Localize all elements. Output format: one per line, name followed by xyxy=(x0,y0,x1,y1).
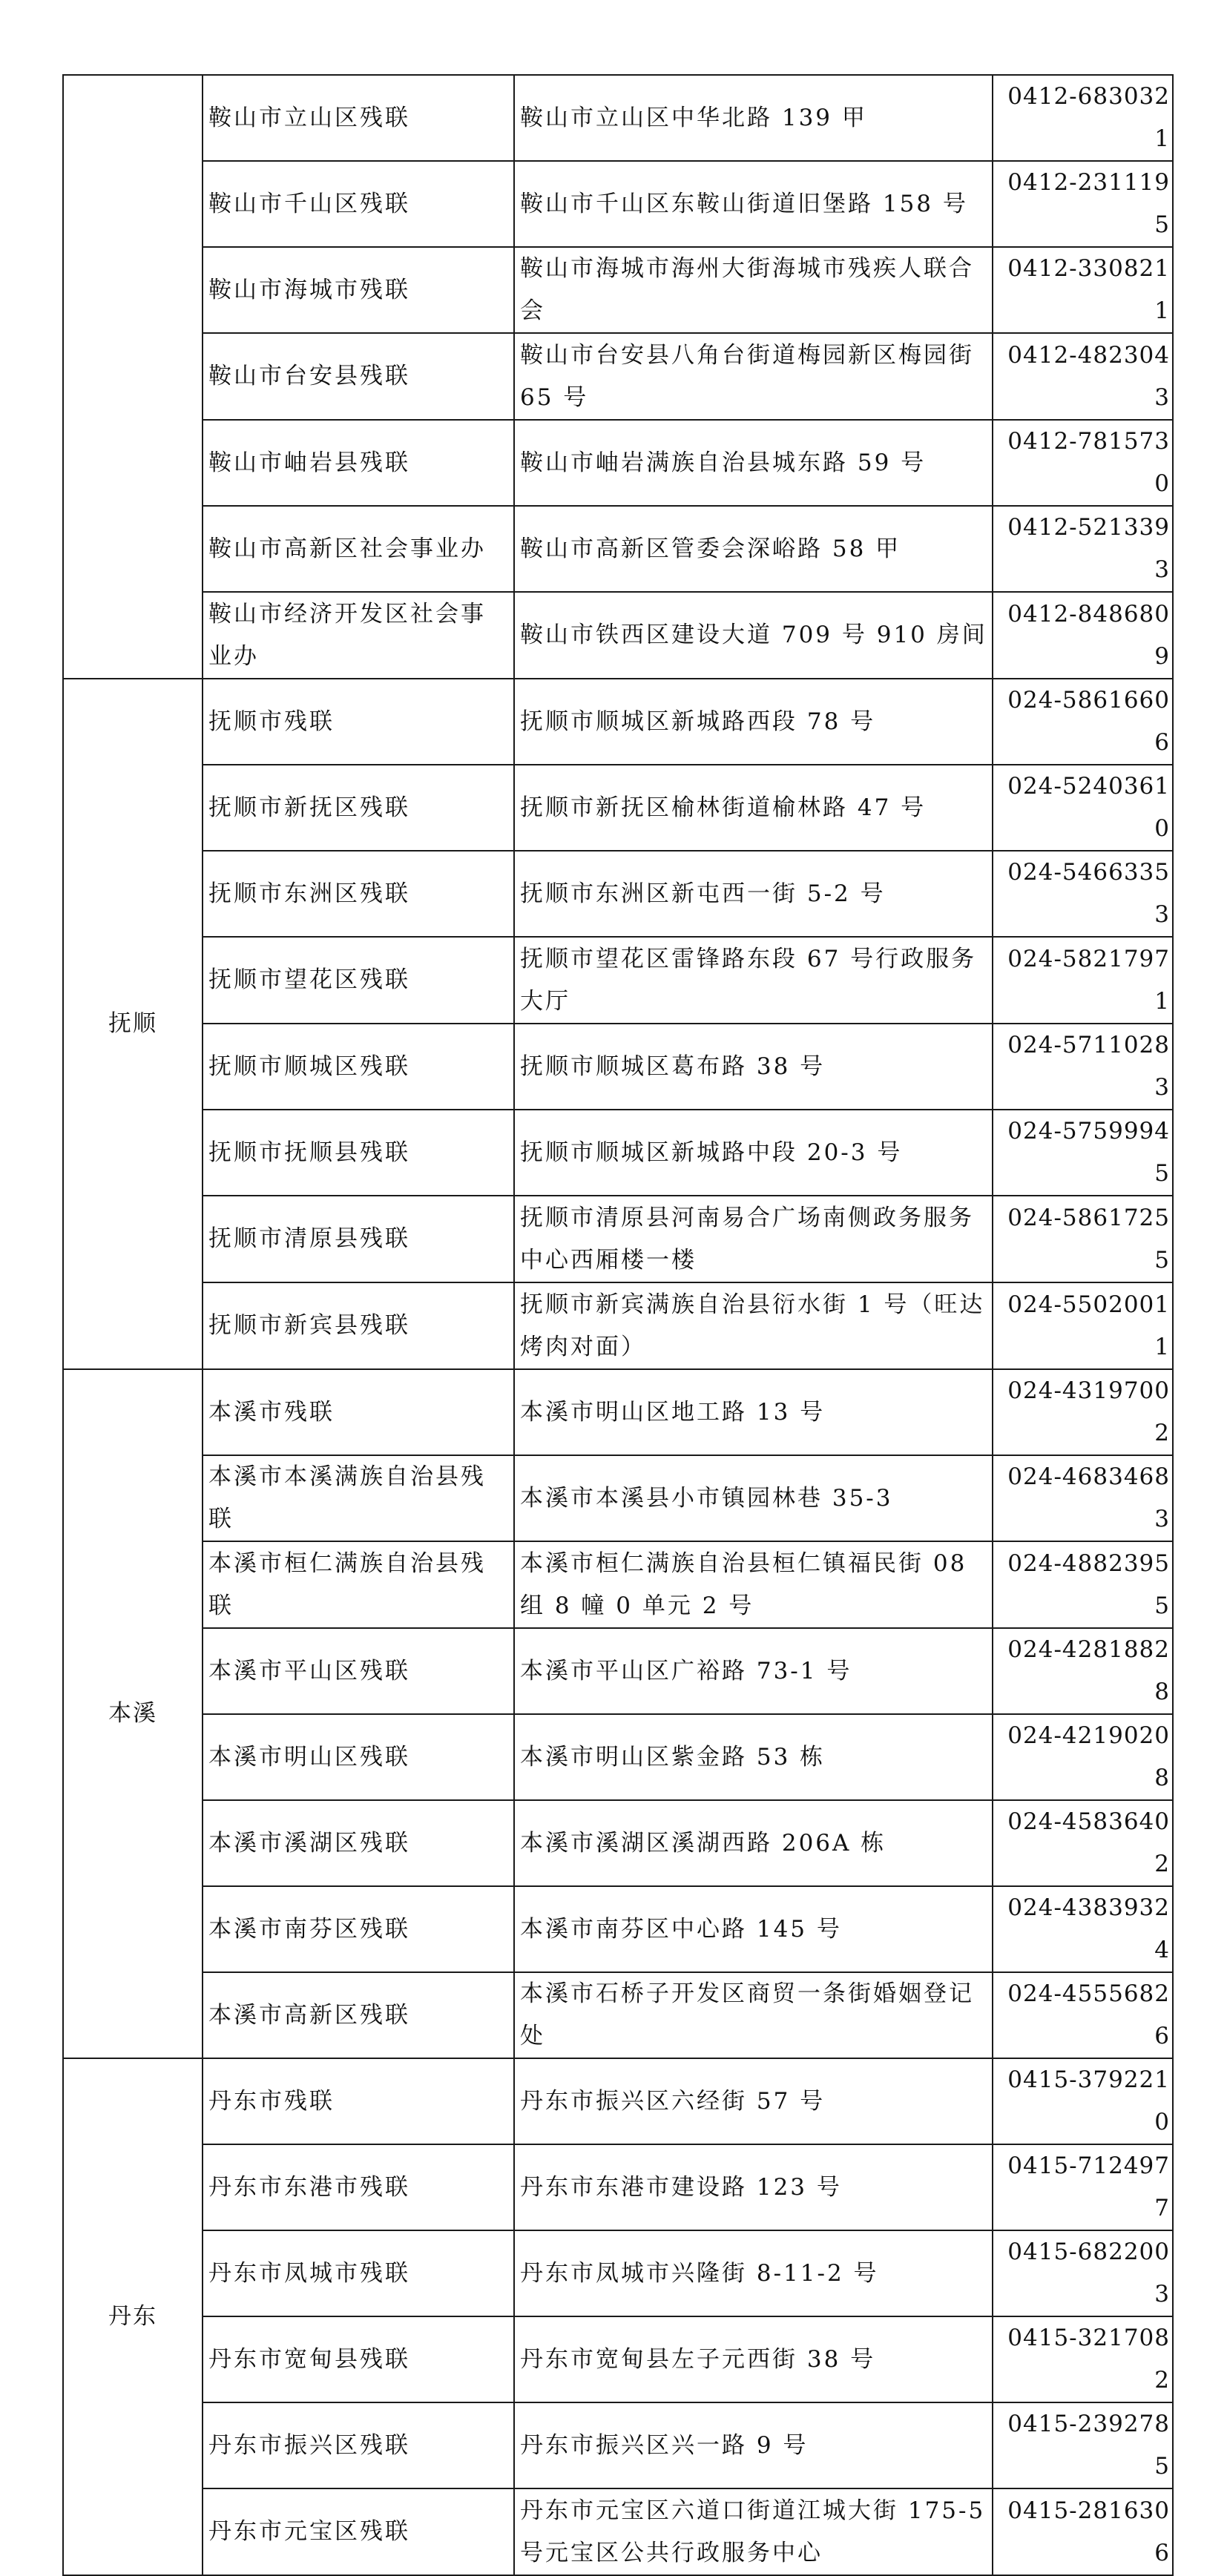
org-name-cell: 鞍山市千山区残联 xyxy=(203,161,514,247)
phone-cell: 024-52403610 xyxy=(993,765,1173,851)
address-cell: 丹东市东港市建设路 123 号 xyxy=(514,2144,993,2230)
org-name-cell: 抚顺市残联 xyxy=(203,679,514,765)
table-row xyxy=(63,2144,1173,2230)
address-cell: 抚顺市东洲区新屯西一街 5-2 号 xyxy=(514,851,993,937)
org-name-cell: 抚顺市清原县残联 xyxy=(203,1196,514,1282)
phone-cell: 024-57599945 xyxy=(993,1110,1173,1196)
phone-cell: 024-42190208 xyxy=(993,1714,1173,1800)
org-name-cell: 抚顺市望花区残联 xyxy=(203,937,514,1024)
address-cell: 本溪市平山区广裕路 73-1 号 xyxy=(514,1628,993,1714)
table-row xyxy=(63,1972,1173,2058)
address-cell: 本溪市石桥子开发区商贸一条街婚姻登记处 xyxy=(514,1972,993,2058)
address-cell: 鞍山市铁西区建设大道 709 号 910 房间 xyxy=(514,592,993,679)
table-row xyxy=(63,1628,1173,1714)
table-row xyxy=(63,420,1173,506)
table-row xyxy=(63,2316,1173,2402)
address-cell: 丹东市振兴区兴一路 9 号 xyxy=(514,2402,993,2488)
table-row xyxy=(63,937,1173,1024)
phone-cell: 0412-8486809 xyxy=(993,592,1173,679)
phone-cell: 0412-3308211 xyxy=(993,247,1173,333)
phone-cell: 024-43839324 xyxy=(993,1886,1173,1972)
phone-cell: 024-54663353 xyxy=(993,851,1173,937)
phone-cell: 0415-2392785 xyxy=(993,2402,1173,2488)
address-cell: 丹东市振兴区六经街 57 号 xyxy=(514,2058,993,2144)
table-row xyxy=(63,1800,1173,1886)
address-cell: 鞍山市海城市海州大街海城市残疾人联合会 xyxy=(514,247,993,333)
phone-cell: 024-42818828 xyxy=(993,1628,1173,1714)
address-cell: 本溪市溪湖区溪湖西路 206A 栋 xyxy=(514,1800,993,1886)
table-body xyxy=(63,75,1173,2575)
phone-cell: 0412-6830321 xyxy=(993,75,1173,161)
table-row xyxy=(63,506,1173,592)
org-name-cell: 鞍山市经济开发区社会事业办 xyxy=(203,592,514,679)
address-cell: 鞍山市台安县八角台街道梅园新区梅园街65 号 xyxy=(514,333,993,420)
phone-cell: 024-46834683 xyxy=(993,1455,1173,1541)
org-name-cell: 抚顺市顺城区残联 xyxy=(203,1024,514,1110)
phone-cell: 024-58616606 xyxy=(993,679,1173,765)
address-cell: 本溪市桓仁满族自治县桓仁镇福民街 08 组 8 幢 0 单元 2 号 xyxy=(514,1541,993,1628)
address-cell: 抚顺市顺城区新城路西段 78 号 xyxy=(514,679,993,765)
phone-cell: 0415-6822003 xyxy=(993,2230,1173,2316)
org-name-cell: 鞍山市岫岩县残联 xyxy=(203,420,514,506)
city-cell: 本溪 xyxy=(63,1369,203,2058)
address-cell: 本溪市明山区紫金路 53 栋 xyxy=(514,1714,993,1800)
address-cell: 丹东市凤城市兴隆街 8-11-2 号 xyxy=(514,2230,993,2316)
city-cell xyxy=(63,75,203,679)
table-row xyxy=(63,679,1173,765)
org-name-cell: 鞍山市台安县残联 xyxy=(203,333,514,420)
table-row xyxy=(63,851,1173,937)
org-name-cell: 抚顺市新宾县残联 xyxy=(203,1282,514,1369)
address-cell: 丹东市元宝区六道口街道江城大街 175-5 号元宝区公共行政服务中心 xyxy=(514,2488,993,2575)
phone-cell: 024-48823955 xyxy=(993,1541,1173,1628)
table-row xyxy=(63,1024,1173,1110)
table-row xyxy=(63,75,1173,161)
org-name-cell: 鞍山市高新区社会事业办 xyxy=(203,506,514,592)
phone-cell: 024-43197002 xyxy=(993,1369,1173,1455)
phone-cell: 0415-2816306 xyxy=(993,2488,1173,2575)
address-cell: 抚顺市顺城区葛布路 38 号 xyxy=(514,1024,993,1110)
phone-cell: 0415-3217082 xyxy=(993,2316,1173,2402)
table-row xyxy=(63,1886,1173,1972)
table-row xyxy=(63,1714,1173,1800)
address-cell: 鞍山市千山区东鞍山街道旧堡路 158 号 xyxy=(514,161,993,247)
org-name-cell: 鞍山市立山区残联 xyxy=(203,75,514,161)
phone-cell: 0412-7815730 xyxy=(993,420,1173,506)
org-name-cell: 本溪市桓仁满族自治县残联 xyxy=(203,1541,514,1628)
org-name-cell: 抚顺市抚顺县残联 xyxy=(203,1110,514,1196)
table-row xyxy=(63,2230,1173,2316)
org-name-cell: 本溪市本溪满族自治县残联 xyxy=(203,1455,514,1541)
address-cell: 鞍山市立山区中华北路 139 甲 xyxy=(514,75,993,161)
org-name-cell: 本溪市高新区残联 xyxy=(203,1972,514,2058)
address-cell: 鞍山市岫岩满族自治县城东路 59 号 xyxy=(514,420,993,506)
phone-cell: 0412-5213393 xyxy=(993,506,1173,592)
org-name-cell: 本溪市明山区残联 xyxy=(203,1714,514,1800)
city-cell: 抚顺 xyxy=(63,679,203,1369)
phone-cell: 0412-4823043 xyxy=(993,333,1173,420)
table-row xyxy=(63,592,1173,679)
phone-cell: 024-58217971 xyxy=(993,937,1173,1024)
table-row xyxy=(63,1110,1173,1196)
table-row xyxy=(63,161,1173,247)
phone-cell: 024-58617255 xyxy=(993,1196,1173,1282)
org-name-cell: 丹东市元宝区残联 xyxy=(203,2488,514,2575)
org-name-cell: 鞍山市海城市残联 xyxy=(203,247,514,333)
address-cell: 抚顺市新抚区榆林街道榆林路 47 号 xyxy=(514,765,993,851)
contact-sheet xyxy=(62,74,1174,2576)
phone-cell: 0415-7124977 xyxy=(993,2144,1173,2230)
address-cell: 抚顺市新宾满族自治县衍水街 1 号（旺达烤肉对面） xyxy=(514,1282,993,1369)
phone-cell: 024-45836402 xyxy=(993,1800,1173,1886)
table-row xyxy=(63,2402,1173,2488)
table-row xyxy=(63,1196,1173,1282)
phone-cell: 0415-3792210 xyxy=(993,2058,1173,2144)
address-cell: 本溪市南芬区中心路 145 号 xyxy=(514,1886,993,1972)
org-name-cell: 本溪市溪湖区残联 xyxy=(203,1800,514,1886)
address-cell: 抚顺市清原县河南易合广场南侧政务服务中心西厢楼一楼 xyxy=(514,1196,993,1282)
org-name-cell: 抚顺市新抚区残联 xyxy=(203,765,514,851)
phone-cell: 024-57110283 xyxy=(993,1024,1173,1110)
address-cell: 抚顺市望花区雷锋路东段 67 号行政服务大厅 xyxy=(514,937,993,1024)
table-row xyxy=(63,1541,1173,1628)
table-row xyxy=(63,1369,1173,1455)
org-name-cell: 丹东市残联 xyxy=(203,2058,514,2144)
address-cell: 本溪市明山区地工路 13 号 xyxy=(514,1369,993,1455)
table-row xyxy=(63,247,1173,333)
table-row xyxy=(63,1455,1173,1541)
org-name-cell: 丹东市东港市残联 xyxy=(203,2144,514,2230)
org-name-cell: 本溪市平山区残联 xyxy=(203,1628,514,1714)
address-cell: 丹东市宽甸县左子元西街 38 号 xyxy=(514,2316,993,2402)
org-name-cell: 抚顺市东洲区残联 xyxy=(203,851,514,937)
phone-cell: 024-55020011 xyxy=(993,1282,1173,1369)
org-name-cell: 丹东市宽甸县残联 xyxy=(203,2316,514,2402)
table-row xyxy=(63,765,1173,851)
table-row xyxy=(63,2488,1173,2575)
address-cell: 鞍山市高新区管委会深峪路 58 甲 xyxy=(514,506,993,592)
table-row xyxy=(63,1282,1173,1369)
phone-cell: 024-45556826 xyxy=(993,1972,1173,2058)
table-row xyxy=(63,2058,1173,2144)
address-cell: 抚顺市顺城区新城路中段 20-3 号 xyxy=(514,1110,993,1196)
org-name-cell: 本溪市南芬区残联 xyxy=(203,1886,514,1972)
org-name-cell: 丹东市振兴区残联 xyxy=(203,2402,514,2488)
phone-cell: 0412-2311195 xyxy=(993,161,1173,247)
table-row xyxy=(63,333,1173,420)
contact-table xyxy=(62,74,1174,2576)
address-cell: 本溪市本溪县小市镇园林巷 35-3 xyxy=(514,1455,993,1541)
city-cell: 丹东 xyxy=(63,2058,203,2575)
org-name-cell: 丹东市凤城市残联 xyxy=(203,2230,514,2316)
org-name-cell: 本溪市残联 xyxy=(203,1369,514,1455)
